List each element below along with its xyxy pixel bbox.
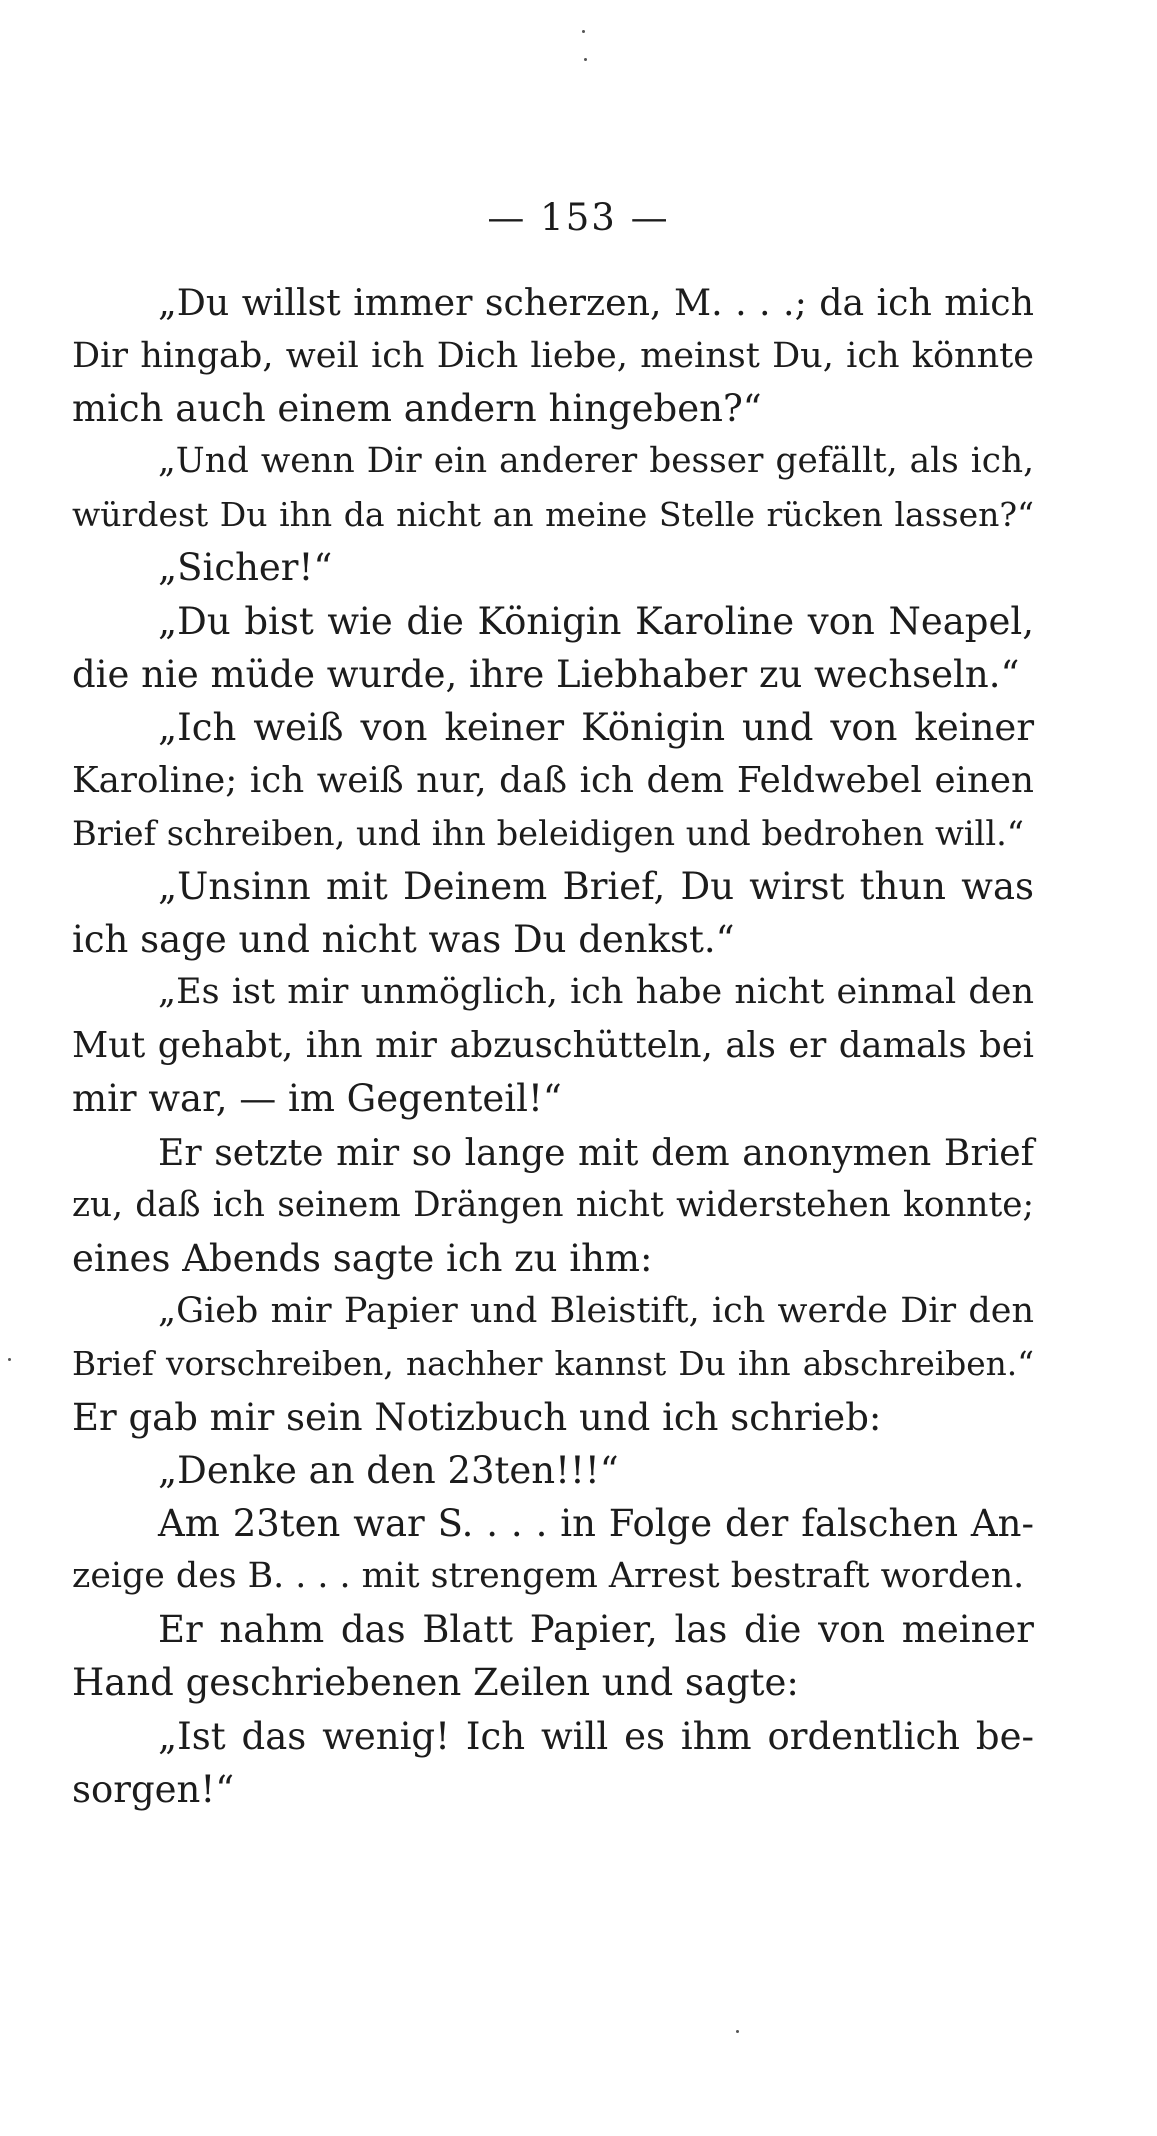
text-line: Er setzte mir so lange mit dem anonymen Brief xyxy=(158,1130,1034,1174)
text-line: ich sage und nicht was Du denkst.“ xyxy=(72,918,735,962)
paper-speck xyxy=(584,58,587,61)
text-line: „Denke an den 23ten!!!“ xyxy=(158,1449,619,1493)
text-line: Er gab mir sein Notizbuch und ich schrieb: xyxy=(72,1395,882,1439)
text-line: „Ist das wenig! Ich will es ihm ordentlich be- xyxy=(158,1714,1034,1758)
text-line: würdest Du ihn da nicht an meine Stelle rücken lassen?“ xyxy=(72,495,1034,535)
paper-speck xyxy=(582,30,585,33)
text-line: „Ich weiß von keiner Königin und von keiner xyxy=(158,705,1034,749)
text-line: die nie müde wurde, ihre Liebhaber zu wechseln.“ xyxy=(72,652,1020,696)
text-line: „Und wenn Dir ein anderer besser gefällt, als ich, xyxy=(158,441,1034,482)
text-line: „Du willst immer scherzen, M. . . .; da ich mich xyxy=(158,281,1034,324)
text-line: Am 23ten war S. . . . in Folge der falschen An- xyxy=(158,1502,1034,1546)
text-line: Brief schreiben, und ihn beleidigen und bedrohen will.“ xyxy=(72,813,1025,853)
text-line: „Sicher!“ xyxy=(158,546,333,590)
text-line: Er nahm das Blatt Papier, las die von meiner xyxy=(158,1608,1034,1652)
text-line: zeige des B. . . . mit strengem Arrest bestraft worden. xyxy=(72,1556,1025,1597)
text-line: „Gieb mir Papier und Bleistift, ich werde Dir den xyxy=(158,1290,1034,1331)
text-line: „Unsinn mit Deinem Brief, Du wirst thun was xyxy=(158,865,1034,909)
text-line: „Du bist wie die Königin Karoline von Neapel, xyxy=(158,599,1034,643)
page-number: — 153 — xyxy=(487,196,670,239)
text-line: Karoline; ich weiß nur, daß ich dem Feldwebel einen xyxy=(72,759,1034,801)
paper-speck xyxy=(8,1358,11,1361)
text-line: Dir hingab, weil ich Dich liebe, meinst Du, ich könnte xyxy=(72,335,1034,377)
text-line: „Es ist mir unmöglich, ich habe nicht einmal den xyxy=(158,972,1034,1013)
text-line: mich auch einem andern hingeben?“ xyxy=(72,387,762,431)
paper-speck xyxy=(736,2030,739,2033)
text-line: sorgen!“ xyxy=(72,1767,235,1811)
text-line: eines Abends sagte ich zu ihm: xyxy=(72,1236,653,1280)
text-line: Mut gehabt, ihn mir abzuschütteln, als er damals bei xyxy=(72,1025,1034,1067)
text-line: Hand geschriebenen Zeilen und sagte: xyxy=(72,1661,799,1705)
text-line: zu, daß ich seinem Drängen nicht widerstehen konnte; xyxy=(72,1184,1034,1225)
body-text xyxy=(72,276,1034,1816)
text-line: Brief vorschreiben, nachher kannst Du ihn abschreiben.“ xyxy=(72,1344,1034,1383)
text-line: mir war, — im Gegenteil!“ xyxy=(72,1077,562,1121)
